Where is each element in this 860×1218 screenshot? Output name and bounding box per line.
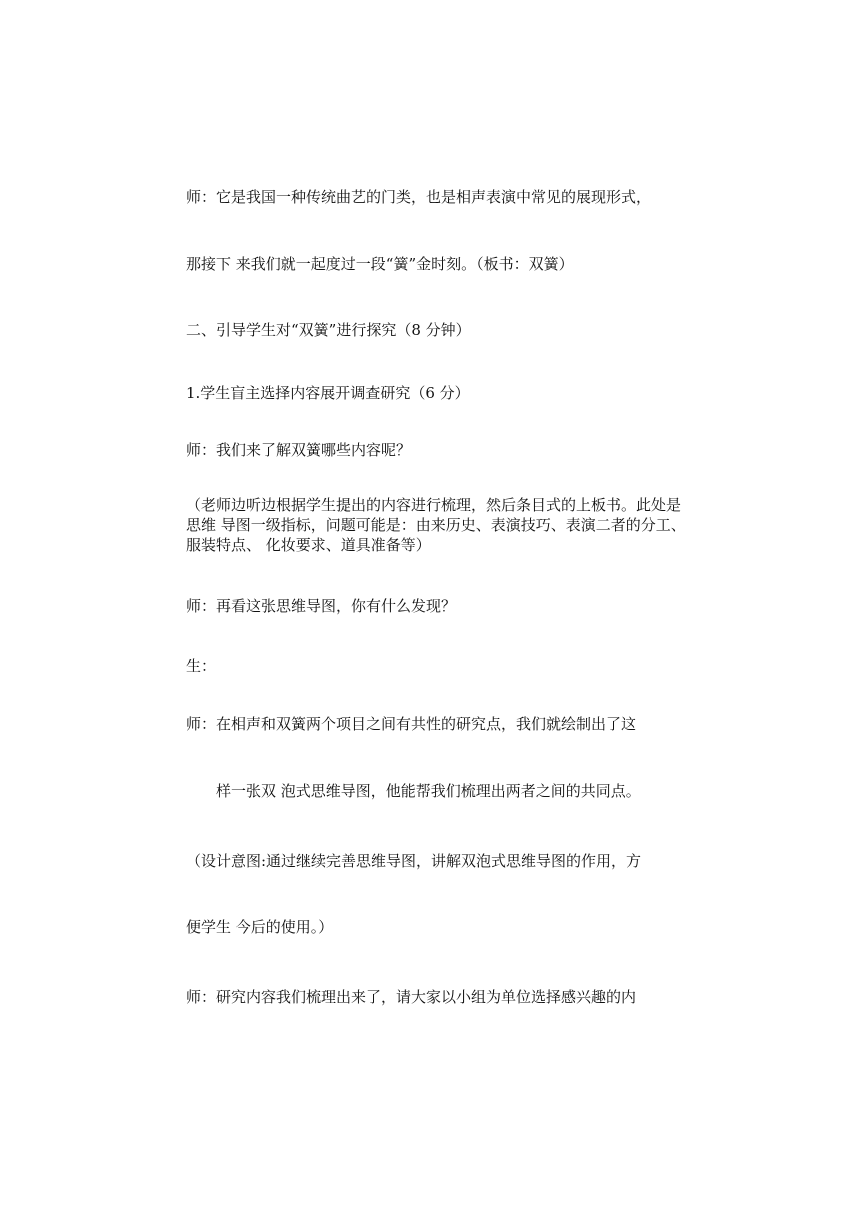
design-intent-note: （设计意图:通过继续完善思维导图，讲解双泡式思维导图的作用，方 (186, 852, 642, 870)
paragraph: 那接下 来我们就一起度过一段“簧”金时刻。（板书：双簧） (186, 255, 574, 273)
paragraph-continuation: 便学生 今后的使用。） (186, 918, 334, 936)
paragraph: 师：研究内容我们梳理出来了，请大家以小组为单位选择感兴趣的内 (186, 988, 637, 1006)
paragraph-continuation: 样一张双 泡式思维导图，他能帮我们梳理出两者之间的共同点。 (216, 782, 641, 800)
paragraph: 师：它是我国一种传统曲艺的门类，也是相声表演中常见的展现形式， (186, 188, 652, 206)
paragraph: 师：我们来了解双簧哪些内容呢？ (186, 441, 412, 459)
paragraph: 生： (186, 657, 217, 675)
paragraph-note: （老师边听边根据学生提出的内容进行梳理，然后条目式的上板书。此处是思维 导图一级指标，问题可能是：由来历史、表演技巧、表演二者的分工、服装特点、 化妆要求、道具准备等） (186, 496, 686, 554)
section-heading: 二、引导学生对“双簧”进行探究（8 分钟） (186, 321, 471, 339)
paragraph: 师：再看这张思维导图，你有什么发现？ (186, 597, 457, 615)
paragraph: 师：在相声和双簧两个项目之间有共性的研究点，我们就绘制出了这 (186, 715, 637, 733)
subsection-heading: 1.学生盲主选择内容展开调查研究（6 分） (186, 384, 470, 402)
